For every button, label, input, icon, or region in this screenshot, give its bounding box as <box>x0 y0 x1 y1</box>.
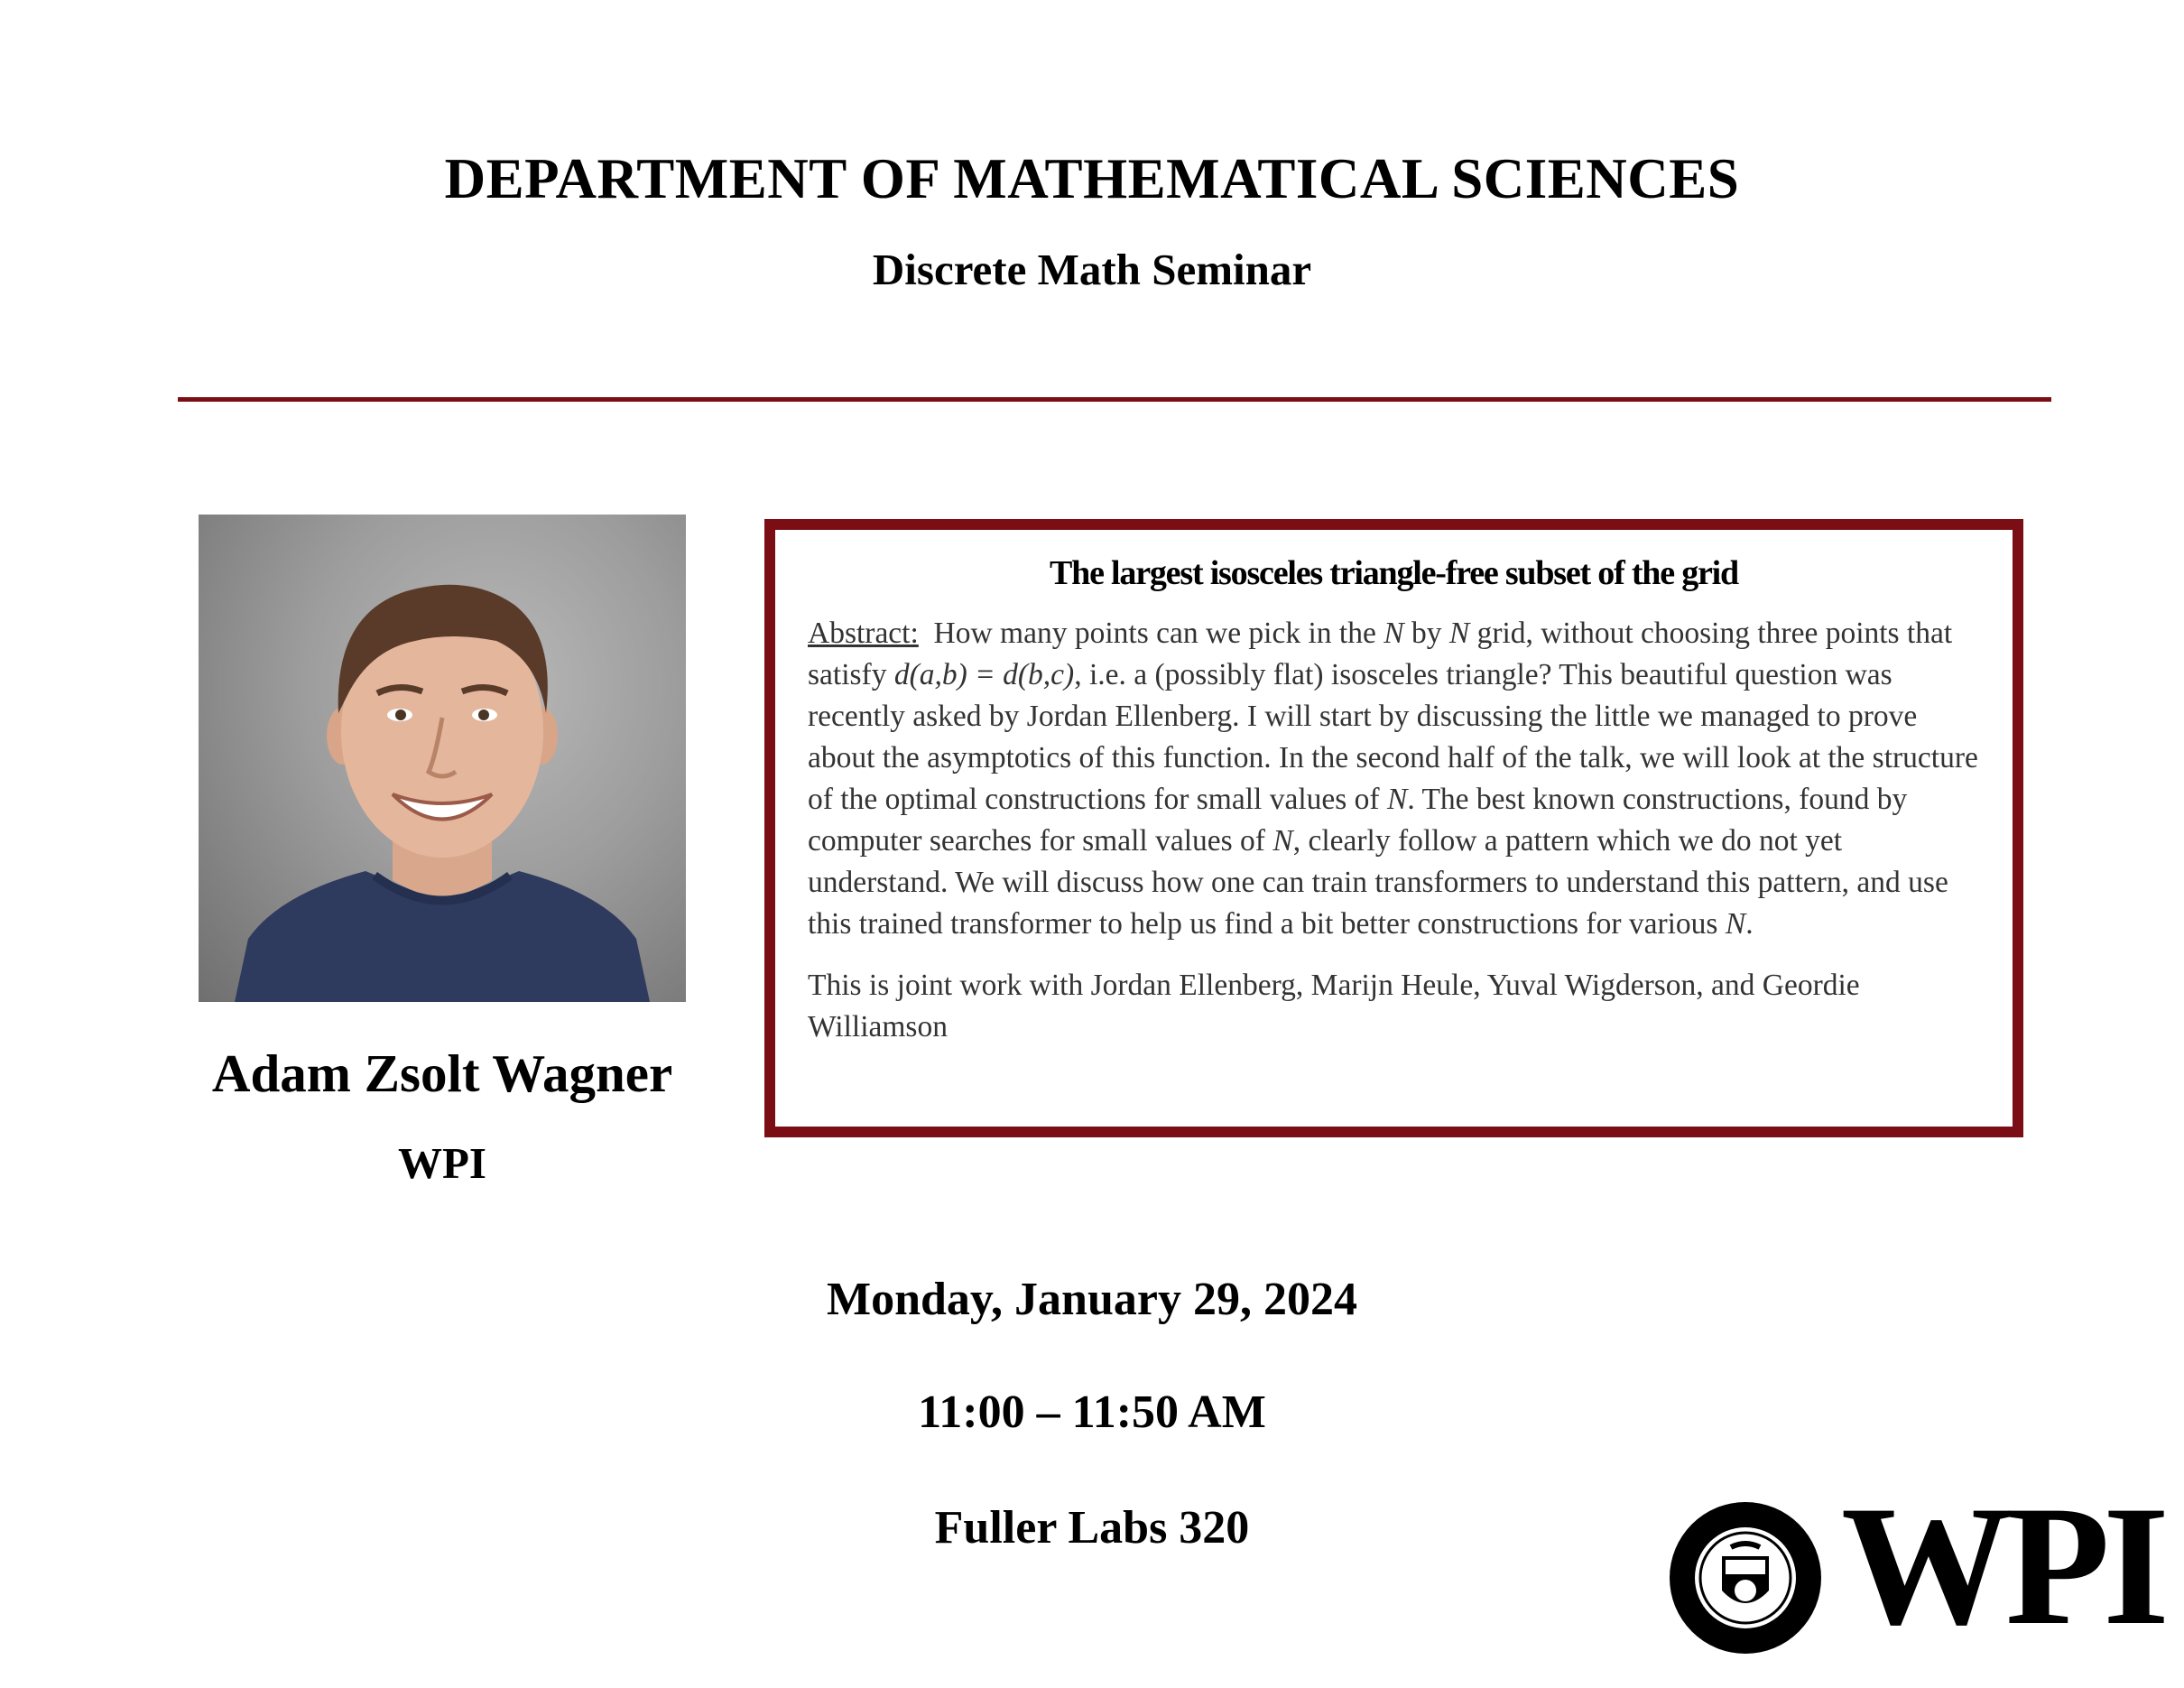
event-location: Fuller Labs 320 <box>934 1502 1250 1554</box>
abstract-segment: , clearly follow a pattern which we do not yet understand. We will discuss how one can train transformers to understand this pattern, and use this trained transformer to help us find a bit better constructions for various <box>808 824 1948 941</box>
abstract-segment: , i.e. a (possibly flat) isosceles triangle? This beautiful question was recently asked by Jordan Ellenberg. I will start by discussing the little we managed to prove about the asymptotics of this function. In the second half of the talk, we will look at the structure of the optimal constructions for small values of <box>808 658 1978 816</box>
department-title: DEPARTMENT OF MATHEMATICAL SCIENCES <box>444 147 1740 210</box>
abstract-segment: by <box>1403 617 1449 650</box>
math-variable: N <box>1448 617 1470 650</box>
event-date: Monday, January 29, 2024 <box>827 1274 1357 1325</box>
math-expression: d(a,b) = d(b,c) <box>893 658 1075 691</box>
abstract-segment: grid, without choosing three points that satisfy <box>808 617 1953 691</box>
speaker-photo <box>199 515 686 1002</box>
math-variable: N <box>1384 617 1404 650</box>
wpi-logo: WPI <box>1841 1471 2162 1661</box>
abstract-box <box>764 519 2023 1137</box>
header-divider <box>178 397 2051 402</box>
math-variable: N <box>1386 783 1408 816</box>
abstract-label: Abstract: <box>808 617 919 650</box>
speaker-affiliation: WPI <box>398 1138 486 1188</box>
event-time: 11:00 – 11:50 AM <box>918 1387 1266 1438</box>
talk-title: The largest isosceles triangle-free subset of the grid <box>1050 554 1738 592</box>
abstract-segment: How many points can we pick in the <box>933 617 1384 650</box>
abstract-text <box>808 613 1980 945</box>
wpi-seal-icon <box>1668 1500 1823 1656</box>
abstract-segment: . The best known constructions, found by computer searches for small values of <box>808 783 1908 858</box>
speaker-name: Adam Zsolt Wagner <box>211 1043 673 1103</box>
joint-work-note: This is joint work with Jordan Ellenberg, Marijn Heule, Yuval Wigderson, and Geordie Williamson <box>808 969 1860 1043</box>
math-variable: N <box>1272 824 1293 858</box>
abstract-segment: . <box>1745 907 1754 941</box>
seminar-name: Discrete Math Seminar <box>872 245 1312 294</box>
math-variable: N <box>1725 907 1746 941</box>
